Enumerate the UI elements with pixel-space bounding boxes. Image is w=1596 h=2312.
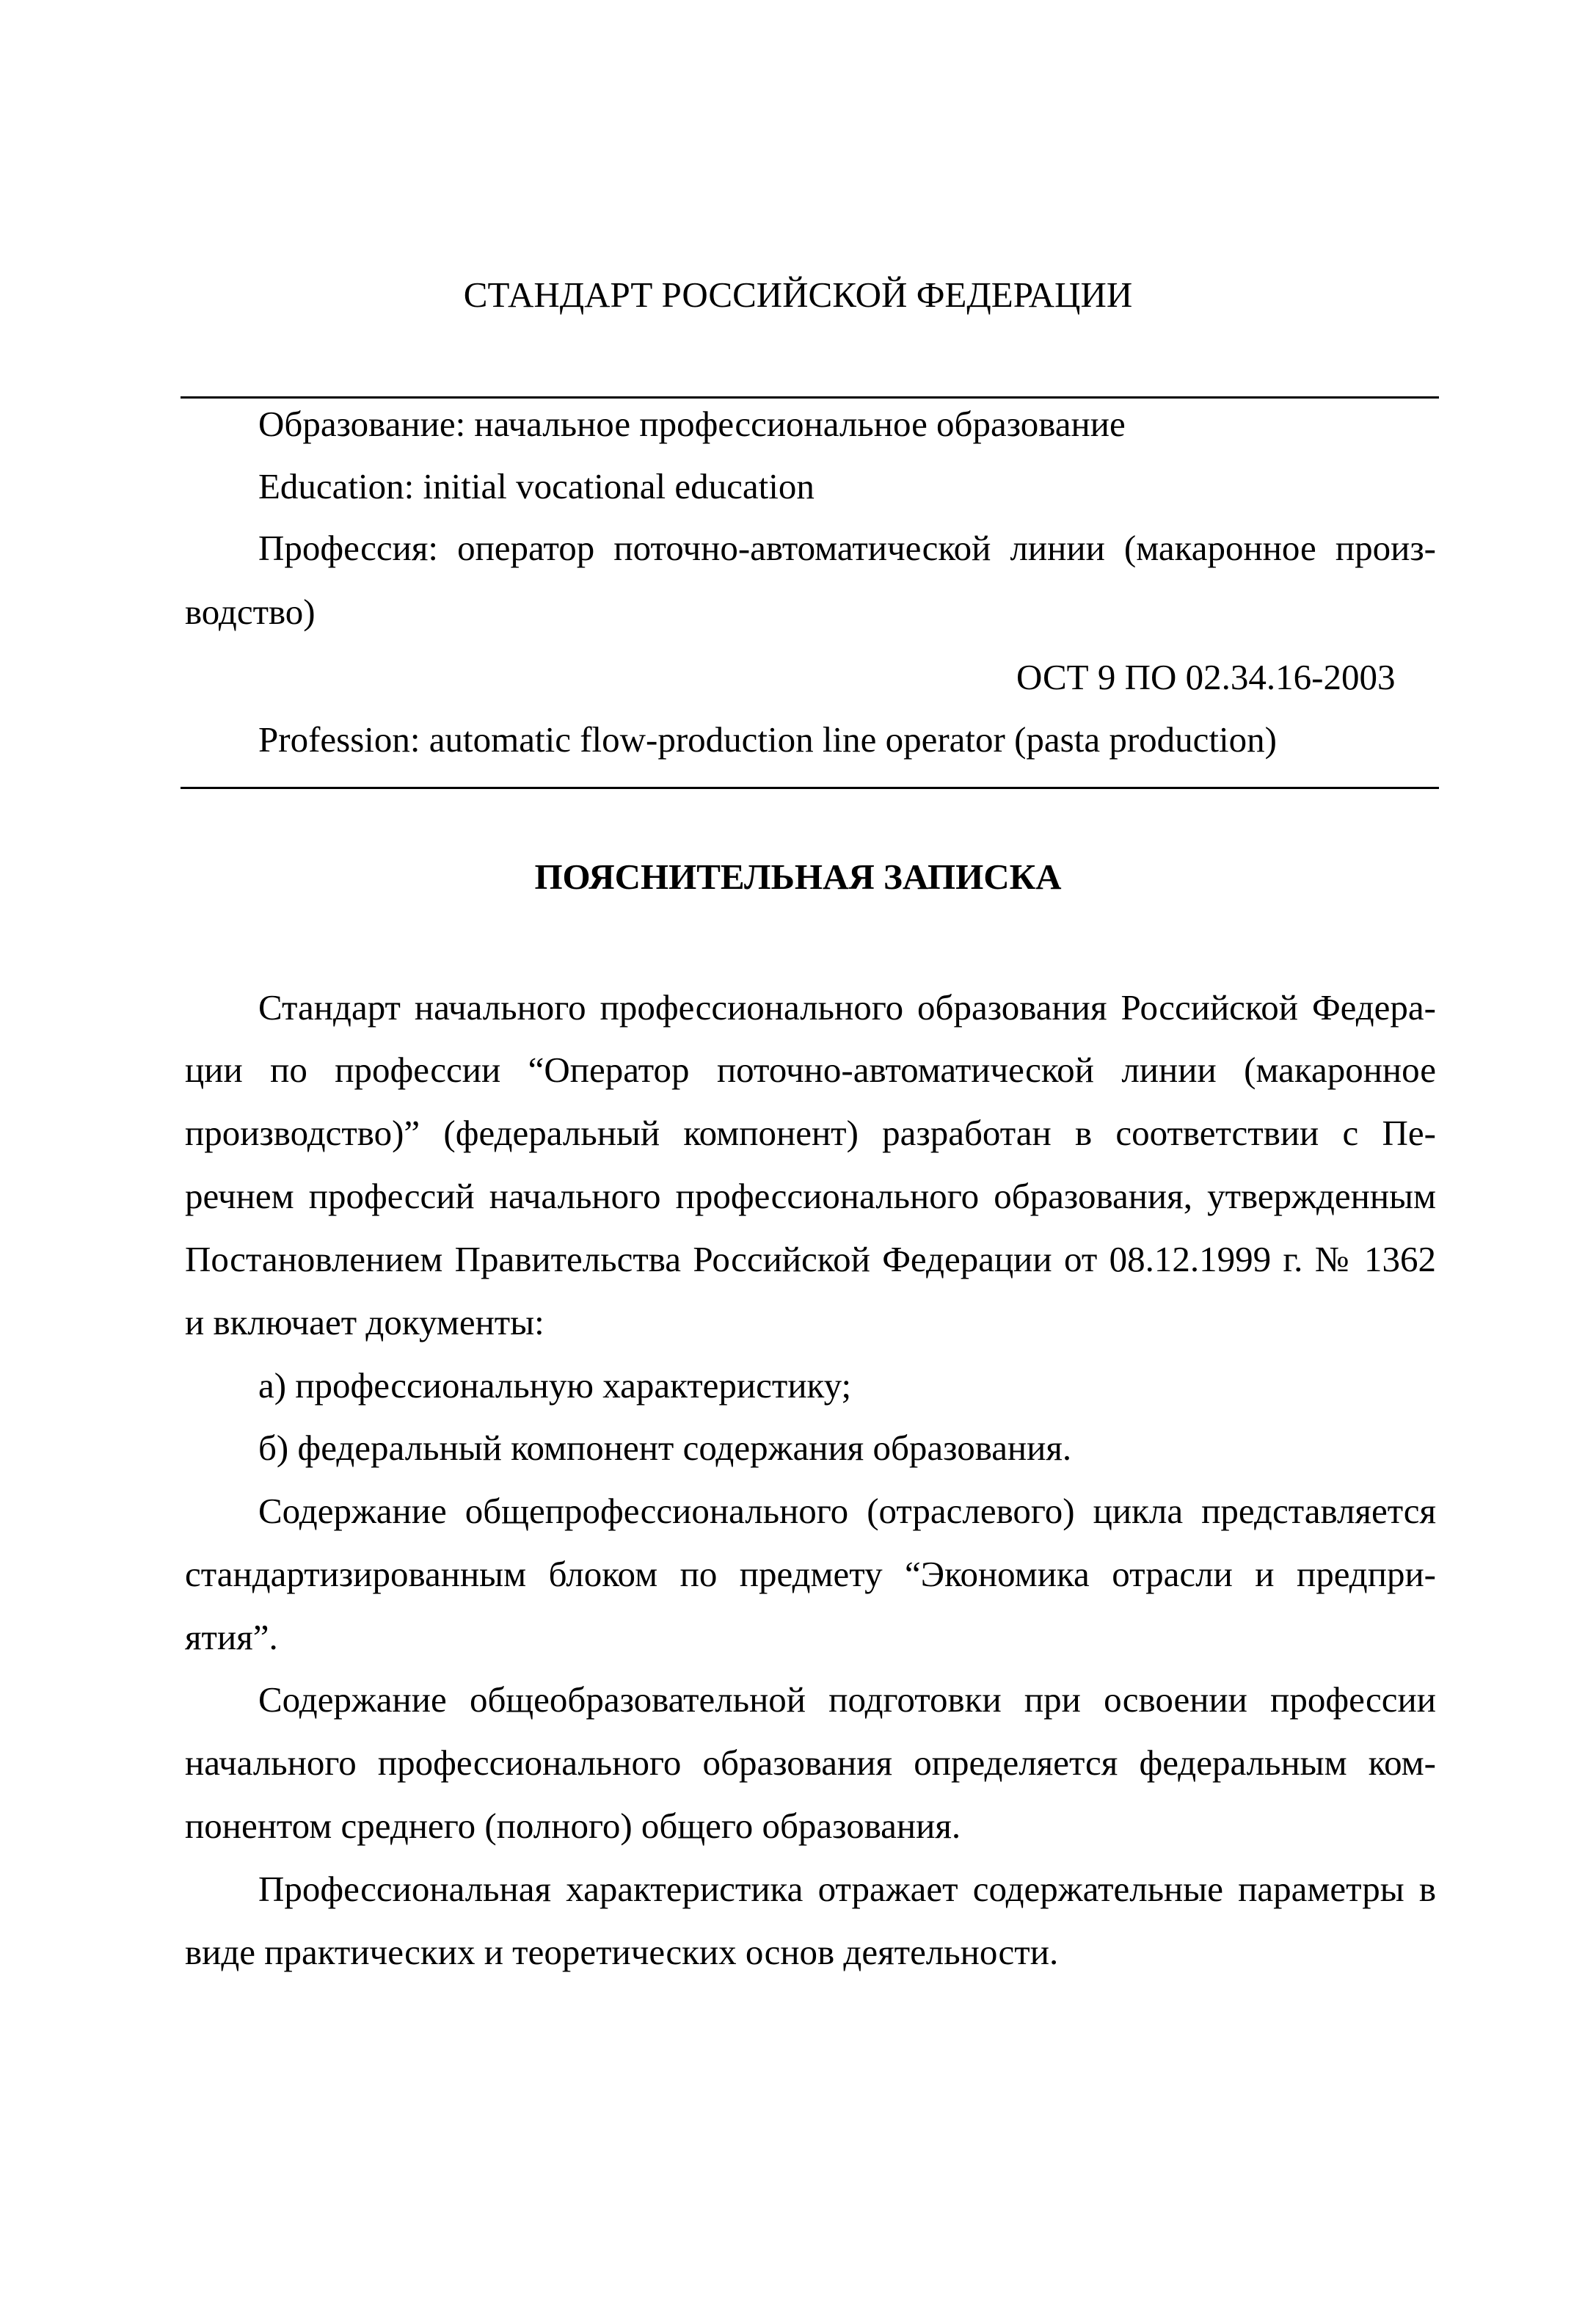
section-title: ПОЯСНИТЕЛЬНАЯ ЗАПИСКА <box>534 857 1062 897</box>
paragraph2-line: Содержание общепрофессионального (отраслевого) цикла представляется <box>258 1491 1436 1531</box>
profession-en: Profession: automatic flow-production line operator (pasta production) <box>258 719 1277 760</box>
paragraph3-line: начального профессионального образования определяется федеральным ком- <box>185 1742 1436 1783</box>
paragraph2-line: ятия”. <box>185 1617 278 1657</box>
list-item-a: а) профессиональную характеристику; <box>258 1365 852 1406</box>
header-title: СТАНДАРТ РОССИЙСКОЙ ФЕДЕРАЦИИ <box>463 275 1133 315</box>
paragraph3-line: Содержание общеобразовательной подготовки при освоении профессии <box>258 1679 1436 1720</box>
standard-code: ОСТ 9 ПО 02.34.16-2003 <box>1016 657 1396 697</box>
paragraph3-line: понентом среднего (полного) общего образования. <box>185 1806 961 1846</box>
bottom-divider <box>181 787 1439 789</box>
paragraph1-line: ции по профессии “Оператор поточно-автоматической линии (макаронное <box>185 1050 1436 1090</box>
paragraph1-line: и включает документы: <box>185 1302 544 1342</box>
education-en: Education: initial vocational education <box>258 466 815 506</box>
education-ru: Образование: начальное профессиональное образование <box>258 404 1126 444</box>
paragraph2-line: стандартизированным блоком по предмету “Экономика отрасли и предпри- <box>185 1554 1436 1594</box>
top-divider <box>181 396 1439 399</box>
paragraph4-line: Профессиональная характеристика отражает содержательные параметры в <box>258 1869 1436 1909</box>
paragraph1-line: речнем профессий начального профессионального образования, утвержденным <box>185 1176 1436 1216</box>
profession-ru-line2: водство) <box>185 592 316 632</box>
list-item-b: б) федеральный компонент содержания образования. <box>258 1428 1072 1468</box>
paragraph4-line: виде практических и теоретических основ деятельности. <box>185 1932 1059 1972</box>
paragraph1-line: производство)” (федеральный компонент) разработан в соответствии с Пе- <box>185 1113 1436 1153</box>
paragraph1-line: Постановлением Правительства Российской Федерации от 08.12.1999 г. № 1362 <box>185 1239 1436 1279</box>
profession-ru-line1: Профессия: оператор поточно-автоматической линии (макаронное произ- <box>258 528 1436 568</box>
paragraph1-line: Стандарт начального профессионального образования Российской Федера- <box>258 987 1436 1028</box>
